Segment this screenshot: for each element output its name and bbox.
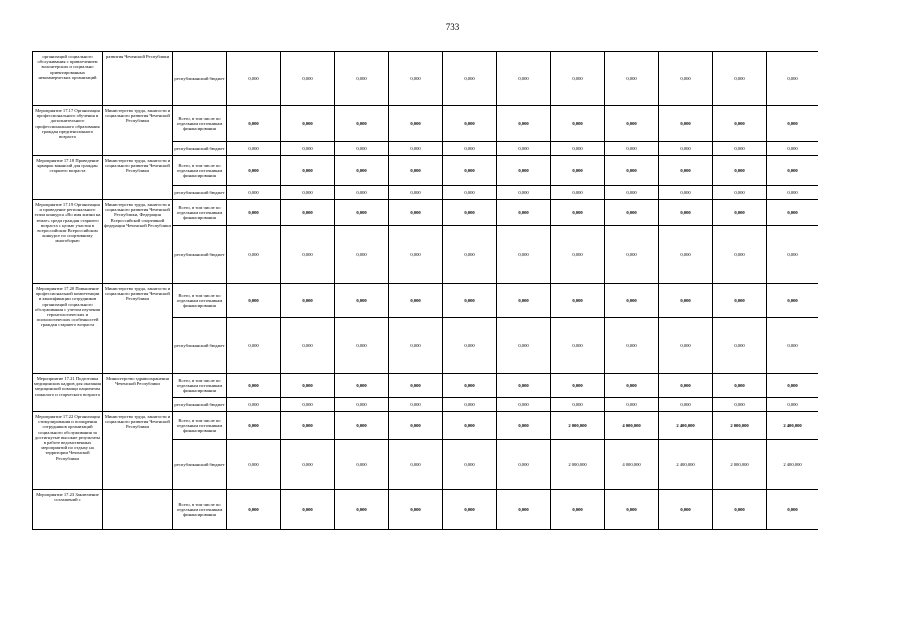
amount-cell: 0,000 (497, 412, 551, 440)
amount-cell: 0,000 (551, 106, 605, 142)
amount-cell: 0,000 (605, 106, 659, 142)
amount-cell: 0,000 (281, 142, 335, 156)
amount-cell: 0,000 (227, 412, 281, 440)
financing-table-sheet (32, 51, 818, 564)
amount-cell: 0,000 (551, 142, 605, 156)
amount-cell: 0,000 (227, 398, 281, 412)
amount-cell: 0,000 (497, 106, 551, 142)
table-row (33, 412, 819, 440)
funding-source-cell: Всего, в том числе по отдельным источникам финансирования (173, 412, 227, 440)
amount-cell: 0,000 (227, 490, 281, 530)
amount-cell: 0,000 (443, 490, 497, 530)
funding-source-cell: республиканский бюджет (173, 186, 227, 200)
amount-cell: 0,000 (605, 318, 659, 374)
amount-cell: 0,000 (443, 284, 497, 318)
amount-cell: 2 400,000 (659, 440, 713, 490)
amount-cell: 0,000 (335, 318, 389, 374)
amount-cell: 0,000 (551, 52, 605, 106)
amount-cell: 0,000 (767, 186, 819, 200)
amount-cell: 0,000 (389, 490, 443, 530)
funding-source-cell: Всего, в том числе по отдельным источникам финансирования (173, 156, 227, 186)
funding-source-cell: Всего, в том числе по отдельным источникам финансирования (173, 374, 227, 398)
amount-cell: 0,000 (551, 318, 605, 374)
amount-cell: 2 400,000 (659, 412, 713, 440)
amount-cell: 0,000 (281, 440, 335, 490)
amount-cell: 0,000 (713, 186, 767, 200)
amount-cell: 0,000 (767, 284, 819, 318)
measure-cell: Мероприятие 17.20 Повышение профессиональной компетенции и квалификации сотрудников организаций социального обслуживания с учетом изучения геронтологических и психологических особенностей граждан старшего возраста (33, 284, 103, 374)
amount-cell: 0,000 (659, 318, 713, 374)
amount-cell: 0,000 (713, 284, 767, 318)
amount-cell: 0,000 (605, 284, 659, 318)
amount-cell: 0,000 (389, 106, 443, 142)
table-row (33, 52, 819, 106)
amount-cell: 0,000 (605, 226, 659, 284)
amount-cell: 0,000 (551, 156, 605, 186)
amount-cell: 0,000 (767, 156, 819, 186)
amount-cell: 0,000 (659, 226, 713, 284)
amount-cell: 0,000 (551, 490, 605, 530)
amount-cell: 0,000 (443, 52, 497, 106)
executor-cell: Министерство здравоохранения Чеченской Республики (103, 374, 173, 412)
table-row (33, 156, 819, 186)
amount-cell: 0,000 (443, 318, 497, 374)
amount-cell: 0,000 (389, 412, 443, 440)
funding-source-cell: республиканский бюджет (173, 226, 227, 284)
amount-cell: 0,000 (443, 106, 497, 142)
amount-cell: 0,000 (767, 142, 819, 156)
amount-cell: 0,000 (659, 200, 713, 226)
amount-cell: 0,000 (767, 226, 819, 284)
amount-cell: 2 000,000 (713, 412, 767, 440)
funding-source-cell: республиканский бюджет (173, 440, 227, 490)
amount-cell: 0,000 (551, 284, 605, 318)
amount-cell: 0,000 (497, 52, 551, 106)
amount-cell: 0,000 (227, 186, 281, 200)
amount-cell: 0,000 (767, 374, 819, 398)
amount-cell: 0,000 (281, 106, 335, 142)
amount-cell: 0,000 (659, 284, 713, 318)
amount-cell: 0,000 (443, 374, 497, 398)
amount-cell: 0,000 (659, 186, 713, 200)
amount-cell: 0,000 (605, 374, 659, 398)
amount-cell: 0,000 (713, 200, 767, 226)
funding-source-cell: Всего, в том числе по отдельным источникам финансирования (173, 284, 227, 318)
amount-cell: 0,000 (227, 318, 281, 374)
measure-cell: Мероприятие 17.21 Подготовка медицинских кадров для оказания медицинской помощи пациентам пожилого и старческого возраста (33, 374, 103, 412)
amount-cell: 0,000 (443, 142, 497, 156)
financing-table (32, 51, 818, 530)
executor-cell (103, 490, 173, 530)
amount-cell: 0,000 (389, 200, 443, 226)
amount-cell: 0,000 (281, 412, 335, 440)
amount-cell: 0,000 (497, 284, 551, 318)
amount-cell: 0,000 (281, 318, 335, 374)
amount-cell: 0,000 (551, 186, 605, 200)
table-row (33, 490, 819, 530)
executor-cell: развития Чеченской Республики (103, 52, 173, 106)
amount-cell: 0,000 (605, 200, 659, 226)
table-row (33, 284, 819, 318)
amount-cell: 0,000 (497, 226, 551, 284)
amount-cell: 0,000 (335, 142, 389, 156)
amount-cell: 2 000,000 (551, 440, 605, 490)
amount-cell: 0,000 (713, 374, 767, 398)
amount-cell: 0,000 (713, 106, 767, 142)
amount-cell: 2 400,000 (767, 412, 819, 440)
amount-cell: 0,000 (767, 398, 819, 412)
amount-cell: 0,000 (389, 398, 443, 412)
amount-cell: 0,000 (659, 52, 713, 106)
amount-cell: 0,000 (389, 374, 443, 398)
amount-cell: 0,000 (335, 200, 389, 226)
amount-cell: 0,000 (335, 398, 389, 412)
amount-cell: 0,000 (605, 398, 659, 412)
funding-source-cell: Всего, в том числе по отдельным источникам финансирования (173, 490, 227, 530)
amount-cell: 0,000 (227, 52, 281, 106)
amount-cell: 0,000 (335, 156, 389, 186)
amount-cell: 0,000 (551, 200, 605, 226)
measure-cell: организаций социального обслуживания с привлечением волонтерских и социально ориентированных некоммерческих организаций (33, 52, 103, 106)
amount-cell: 0,000 (227, 142, 281, 156)
amount-cell: 0,000 (713, 52, 767, 106)
amount-cell: 2 000,000 (551, 412, 605, 440)
amount-cell: 0,000 (497, 156, 551, 186)
amount-cell: 0,000 (767, 52, 819, 106)
amount-cell: 0,000 (335, 490, 389, 530)
amount-cell: 0,000 (443, 226, 497, 284)
amount-cell: 0,000 (497, 374, 551, 398)
amount-cell: 0,000 (605, 142, 659, 156)
amount-cell: 0,000 (389, 440, 443, 490)
amount-cell: 0,000 (443, 398, 497, 412)
amount-cell: 2 000,000 (713, 440, 767, 490)
amount-cell: 0,000 (227, 284, 281, 318)
amount-cell: 0,000 (227, 156, 281, 186)
amount-cell: 0,000 (443, 186, 497, 200)
amount-cell: 0,000 (335, 374, 389, 398)
executor-cell: Министерство труда, занятости и социального развития Чеченской Республики (103, 156, 173, 200)
amount-cell: 0,000 (497, 490, 551, 530)
amount-cell: 0,000 (227, 226, 281, 284)
amount-cell: 0,000 (389, 156, 443, 186)
amount-cell: 0,000 (281, 374, 335, 398)
amount-cell: 0,000 (227, 374, 281, 398)
amount-cell: 0,000 (713, 156, 767, 186)
amount-cell: 0,000 (659, 106, 713, 142)
measure-cell: Мероприятие 17.17 Организация профессионального обучения и дополнительного профессионального образования граждан предпенсионного возраста (33, 106, 103, 156)
funding-source-cell: республиканский бюджет (173, 398, 227, 412)
amount-cell: 0,000 (497, 318, 551, 374)
funding-source-cell: Всего, в том числе по отдельным источникам финансирования (173, 106, 227, 142)
amount-cell: 0,000 (227, 106, 281, 142)
amount-cell: 0,000 (497, 440, 551, 490)
measure-cell: Мероприятие 17.18 Проведение ярмарок вакансий для граждан старшего возраста (33, 156, 103, 200)
amount-cell: 0,000 (551, 398, 605, 412)
amount-cell: 0,000 (335, 52, 389, 106)
amount-cell: 0,000 (497, 142, 551, 156)
amount-cell: 0,000 (443, 412, 497, 440)
funding-source-cell: республиканский бюджет (173, 318, 227, 374)
amount-cell: 0,000 (281, 186, 335, 200)
amount-cell: 0,000 (605, 52, 659, 106)
amount-cell: 0,000 (497, 200, 551, 226)
amount-cell: 0,000 (497, 186, 551, 200)
amount-cell: 0,000 (281, 398, 335, 412)
amount-cell: 0,000 (713, 490, 767, 530)
amount-cell: 0,000 (335, 412, 389, 440)
measure-cell: Мероприятие 17.23 Заключение соглашений с (33, 490, 103, 530)
amount-cell: 0,000 (389, 142, 443, 156)
amount-cell: 0,000 (281, 226, 335, 284)
amount-cell: 0,000 (767, 490, 819, 530)
amount-cell: 0,000 (335, 186, 389, 200)
amount-cell: 0,000 (389, 284, 443, 318)
executor-cell: Министерство труда, занятости и социального развития Чеченской Республики (103, 284, 173, 374)
table-row (33, 106, 819, 142)
amount-cell: 0,000 (713, 318, 767, 374)
amount-cell: 0,000 (767, 200, 819, 226)
amount-cell: 0,000 (767, 318, 819, 374)
amount-cell: 2 400,000 (767, 440, 819, 490)
amount-cell: 0,000 (443, 200, 497, 226)
executor-cell: Министерство труда, занятости и социального развития Чеченской Республики (103, 412, 173, 490)
amount-cell: 0,000 (281, 200, 335, 226)
amount-cell: 0,000 (713, 398, 767, 412)
funding-source-cell: Всего, в том числе по отдельным источникам финансирования (173, 200, 227, 226)
amount-cell: 0,000 (335, 106, 389, 142)
funding-source-cell: республиканский бюджет (173, 52, 227, 106)
amount-cell: 0,000 (605, 156, 659, 186)
amount-cell: 0,000 (605, 186, 659, 200)
table-row (33, 374, 819, 398)
table-row (33, 200, 819, 226)
amount-cell: 0,000 (659, 490, 713, 530)
page-number: 733 (445, 22, 460, 32)
amount-cell: 0,000 (335, 226, 389, 284)
executor-cell: Министерство труда, занятости и социального развития Чеченской Республики, Федерация Всероссийской спортивной федерации Чеченской Республики (103, 200, 173, 284)
amount-cell: 0,000 (335, 284, 389, 318)
amount-cell: 0,000 (227, 200, 281, 226)
measure-cell: Мероприятие 17.19 Организация и проведение регионального этапа конкурса «Во имя жизни на земле» среди граждан старшего возраста с целью участия в всероссийском Всероссийском конкурсе по спортивному многоборью (33, 200, 103, 284)
amount-cell: 0,000 (551, 374, 605, 398)
amount-cell: 0,000 (659, 142, 713, 156)
amount-cell: 0,000 (659, 374, 713, 398)
amount-cell: 0,000 (281, 156, 335, 186)
amount-cell: 4 000,000 (605, 412, 659, 440)
amount-cell: 0,000 (389, 226, 443, 284)
funding-source-cell: республиканский бюджет (173, 142, 227, 156)
amount-cell: 0,000 (443, 156, 497, 186)
amount-cell: 0,000 (659, 398, 713, 412)
amount-cell: 0,000 (281, 52, 335, 106)
amount-cell: 0,000 (497, 398, 551, 412)
amount-cell: 0,000 (605, 490, 659, 530)
measure-cell: Мероприятие 17.22 Организация стимулирования и поощрения сотрудников организаций социального обслуживания за достигнутые высокие результаты в работе ведомственных мероприятий по отдыху на территории Чеченской Республики (33, 412, 103, 490)
amount-cell: 0,000 (443, 440, 497, 490)
amount-cell: 0,000 (281, 284, 335, 318)
amount-cell: 0,000 (551, 226, 605, 284)
amount-cell: 0,000 (389, 186, 443, 200)
amount-cell: 0,000 (713, 142, 767, 156)
amount-cell: 0,000 (227, 440, 281, 490)
amount-cell: 4 000,000 (605, 440, 659, 490)
amount-cell: 0,000 (713, 226, 767, 284)
amount-cell: 0,000 (335, 440, 389, 490)
amount-cell: 0,000 (659, 156, 713, 186)
amount-cell: 0,000 (281, 490, 335, 530)
amount-cell: 0,000 (767, 106, 819, 142)
executor-cell: Министерство труда, занятости и социального развития Чеченской Республики (103, 106, 173, 156)
amount-cell: 0,000 (389, 52, 443, 106)
amount-cell: 0,000 (389, 318, 443, 374)
